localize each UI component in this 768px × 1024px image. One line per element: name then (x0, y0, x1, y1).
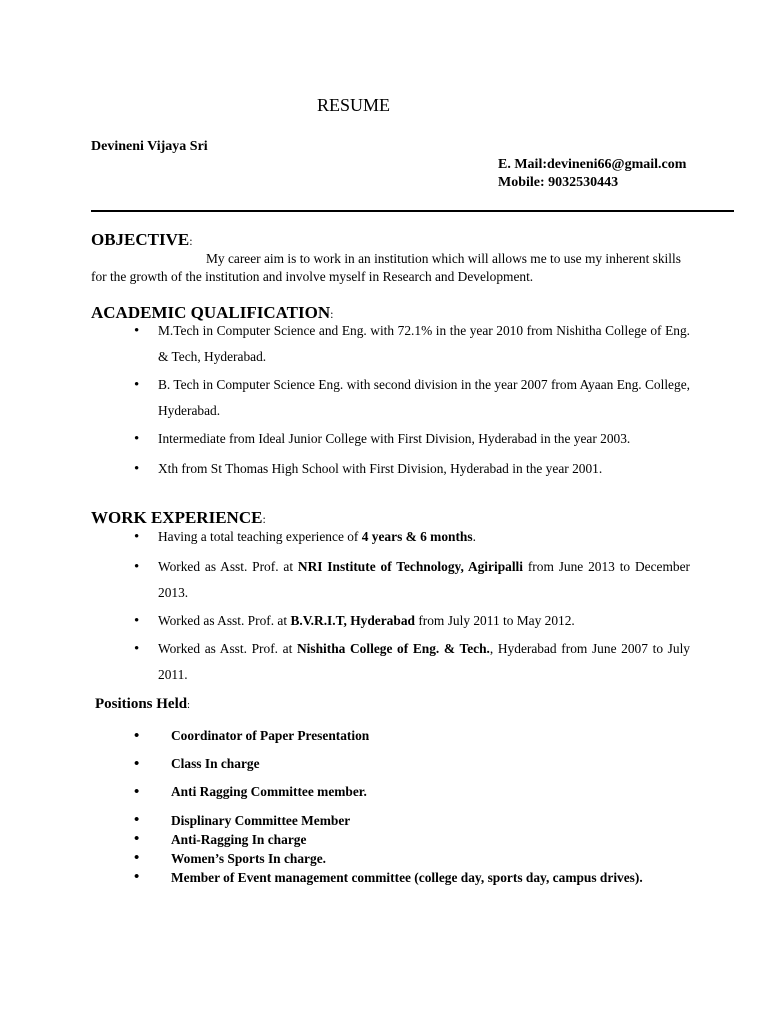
mobile-line: Mobile: 9032530443 (498, 175, 619, 190)
academic-item: • M.Tech in Computer Science and Eng. with 72.1% in the year 2010 from Nishitha College of Eng. & Tech, Hyderabad. (130, 318, 690, 370)
academic-colon: : (330, 307, 334, 321)
work-colon: : (262, 512, 266, 526)
positions-list (130, 727, 690, 887)
objective-heading (91, 230, 193, 250)
position-item: • Member of Event management committee (college day, sports day, campus drives). (130, 868, 690, 887)
work-list (130, 524, 690, 688)
position-item: • Class In charge (130, 755, 690, 773)
positions-heading-text: Positions Held (95, 696, 188, 712)
objective-line-1: My career aim is to work in an institution which will allows me to use my inherent skills (206, 251, 681, 266)
positions-colon: : (187, 700, 190, 711)
academic-item: • Xth from St Thomas High School with First Division, Hyderabad in the year 2001. (130, 456, 690, 482)
position-item: • Displinary Committee Member (130, 811, 690, 830)
resume-title: RESUME (317, 95, 391, 115)
position-item: • Coordinator of Paper Presentation (130, 727, 690, 745)
academic-item: • B. Tech in Computer Science Eng. with second division in the year 2007 from Ayaan Eng. College, Hyderabad. (130, 372, 690, 424)
academic-item: • Intermediate from Ideal Junior College with First Division, Hyderabad in the year 2003. (130, 426, 690, 452)
position-item: • Women’s Sports In charge. (130, 849, 690, 868)
objective-line-2: for the growth of the institution and involve myself in Research and Development. (91, 269, 534, 284)
work-heading-text: WORK EXPERIENCE (91, 508, 263, 527)
candidate-name: Devineni Vijaya Sri (91, 139, 208, 154)
work-item: • Having a total teaching experience of 4 years & 6 months. (130, 524, 690, 550)
position-item: • Anti Ragging Committee member. (130, 783, 690, 801)
header-divider (91, 210, 734, 212)
position-item: • Anti-Ragging In charge (130, 830, 690, 849)
academic-heading-text: ACADEMIC QUALIFICATION (91, 303, 331, 322)
positions-heading (95, 696, 190, 713)
work-item: • Worked as Asst. Prof. at Nishitha College of Eng. & Tech., Hyderabad from June 2007 to July 2011. (130, 636, 690, 688)
work-item: • Worked as Asst. Prof. at NRI Institute of Technology, Agiripalli from June 2013 to December 2013. (130, 554, 690, 606)
email-line: E. Mail:devineni66@gmail.com (498, 157, 687, 172)
objective-colon: : (189, 234, 193, 248)
work-item: • Worked as Asst. Prof. at B.V.R.I.T, Hyderabad from July 2011 to May 2012. (130, 608, 690, 634)
objective-heading-text: OBJECTIVE (91, 230, 190, 249)
academic-list (130, 318, 690, 482)
